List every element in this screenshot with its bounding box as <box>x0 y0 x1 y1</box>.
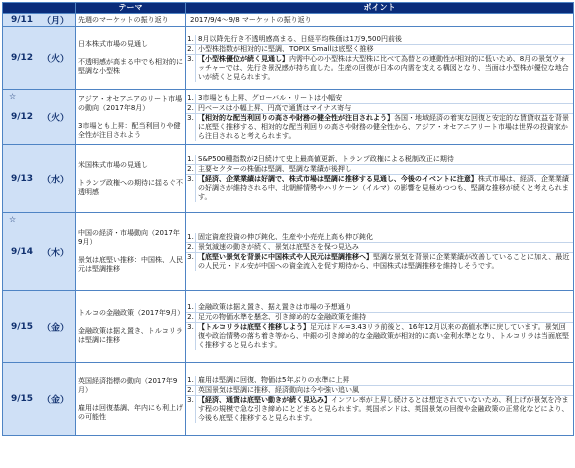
theme-cell <box>76 90 186 145</box>
point-item <box>186 386 573 396</box>
point-number: 3. <box>186 55 196 82</box>
theme-line <box>78 395 183 404</box>
point-item <box>186 165 573 175</box>
featured-star-icon: ☆ <box>9 215 17 224</box>
point-number: 1. <box>186 94 196 103</box>
point-number: 2. <box>186 243 196 252</box>
point-item <box>186 104 573 114</box>
point-number: 3. <box>186 175 196 202</box>
point-item <box>186 323 573 350</box>
report-table-container <box>2 2 573 466</box>
points-cell <box>186 145 574 213</box>
point-number: 3. <box>186 253 196 271</box>
theme-cell <box>76 145 186 213</box>
date-cell <box>3 213 76 291</box>
date-cell <box>3 363 76 436</box>
point-body: 主要セクターの株価は堅調、堅調な業績が後押し <box>198 165 352 173</box>
point-text <box>196 114 573 141</box>
point-text <box>196 323 573 350</box>
point-body: 金融政策は据え置き、据え置きは市場の予想通り <box>198 303 352 311</box>
theme-line: 日本株式市場の見通し <box>78 40 148 48</box>
date-text: 9/14 <box>11 246 34 257</box>
date-text: 9/11 <box>11 15 34 25</box>
date-text: 9/12 <box>11 53 34 63</box>
point-number: 3. <box>186 396 196 423</box>
date-cell <box>3 145 76 213</box>
point-heading: 【底堅い景気を背景に中国株式や人民元は堅調推移へ】 <box>198 252 373 261</box>
point-number: 1. <box>186 155 196 164</box>
point-item <box>186 233 573 243</box>
point-heading: 【経済、企業業績は好調で、株式市場は堅調に推移する見通し、今後のイベントに注意】 <box>198 175 478 183</box>
point-body: 8月以降先行き不透明感高まる、日経平均株価は1万9,500円前後 <box>198 34 402 43</box>
table-row <box>3 213 574 291</box>
points-cell <box>186 14 574 27</box>
points-cell <box>186 213 574 291</box>
table-row <box>3 363 574 436</box>
table-row <box>3 27 574 90</box>
featured-star-icon: ☆ <box>9 92 17 101</box>
point-number: 3. <box>186 114 196 141</box>
theme-line: 英国経済指標の動向（2017年9月） <box>78 376 178 394</box>
points-cell <box>186 363 574 436</box>
date-cell <box>3 90 76 145</box>
point-text <box>196 35 573 44</box>
point-body: 堅調な景気を背景に企業業績が改善していることに加え、最近の人民元・ドル安が中国への資金流入を促す期待から、中国株式は堅調推移を維持しそうです。 <box>198 252 570 270</box>
date-cell <box>3 291 76 363</box>
table-row <box>3 14 574 27</box>
point-body: 英国景気は堅調に推移、経済動向は今や強い追い風 <box>198 385 359 394</box>
point-number: 2. <box>186 313 196 322</box>
point-text <box>196 253 573 271</box>
point-body: 雇用は堅調に回復、物価は5年ぶりの水準に上昇 <box>198 375 350 384</box>
weekday-text: （金） <box>41 323 69 333</box>
theme-line: 3市場とも上昇：配当利回りや健全性が注目されよう <box>78 121 181 139</box>
point-text <box>196 104 573 113</box>
point-heading: 【経済、通貨は底堅い動きが続く見込み】 <box>198 395 331 404</box>
point-number: 2. <box>186 104 196 113</box>
theme-line <box>78 318 183 327</box>
point-number: 2. <box>186 386 196 395</box>
points-cell <box>186 291 574 363</box>
theme-cell <box>76 14 186 27</box>
header-date-cell <box>3 3 76 14</box>
theme-line: 雇用は回復基調、年内にも利上げの可能性 <box>78 403 183 421</box>
theme-line <box>78 170 183 179</box>
point-number: 1. <box>186 303 196 312</box>
point-item <box>186 376 573 386</box>
theme-line: 中国の経済・市場動向（2017年9月） <box>78 229 180 246</box>
point-body: 円ベースは小幅上昇、円高で通貨はマイナス寄与 <box>198 103 352 112</box>
theme-line: 不透明感が高まる中でも相対的に堅調な小型株 <box>78 58 183 75</box>
theme-line <box>78 247 183 256</box>
point-item <box>186 175 573 202</box>
point-body: 足元はドル=3.43リラ前後と、16年12月以来の高値水準に戻しています。景気回復や政治情勢の落ち着き等から、中銀の引き締め的な金融政策が相対的に高い金利水準となり、トルコリラは当面底堅く推移すると見られます。 <box>198 323 569 349</box>
theme-cell <box>76 27 186 90</box>
point-text <box>196 313 573 322</box>
point-heading: 【相対的な配当利回りの高さや財務の健全性が注目されよう】 <box>198 113 394 122</box>
point-item <box>186 243 573 253</box>
weekday-text: （水） <box>41 175 69 185</box>
point-text <box>196 376 573 385</box>
table-row <box>3 90 574 145</box>
point-text <box>196 243 573 252</box>
point-number: 1. <box>186 233 196 242</box>
point-body: 内需中心の小型株は大型株に比べて為替との連動性が相対的に低いため、8月の景気ウォッチャーでは、先行き景況感が持ち直した。生産の回復が日本の内需を支える構図となり、当面は小型株が優位な地合いが続くと見られます。 <box>198 54 569 81</box>
theme-line: アジア・オセアニアのリート市場の動向（2017年8月） <box>78 94 183 112</box>
point-text <box>196 165 573 174</box>
point-number: 1. <box>186 376 196 385</box>
points-summary: 2017/9/4～9/8 マーケットの振り返り <box>190 15 312 24</box>
weekday-text: （木） <box>41 248 69 258</box>
point-item <box>186 155 573 165</box>
point-body: 各国・地域経済の着実な回復と安定的な賃貸収益を背景に底堅く推移する、相対的な配当利回りの高さや財務の健全性から、アジア・オセアニアリート市場は世界の投資家から注目されると考えられます。 <box>198 113 569 140</box>
point-number: 1. <box>186 35 196 44</box>
weekday-text: （火） <box>41 113 69 124</box>
weekday-text: （月） <box>41 16 69 27</box>
point-item <box>186 35 573 45</box>
point-item <box>186 313 573 323</box>
weekday-text: （火） <box>41 54 69 65</box>
point-item <box>186 303 573 313</box>
date-text: 9/12 <box>11 112 34 122</box>
point-text <box>196 55 573 82</box>
point-text <box>196 303 573 312</box>
point-body: 景気減速の動きが続く、景気は底堅さを保つ見込み <box>198 242 359 251</box>
theme-line: 先週のマーケットの振り返り <box>78 15 169 24</box>
table-row <box>3 291 574 363</box>
point-text <box>196 396 573 423</box>
point-body: 3市場とも上昇、グローバル・リートは小幅安 <box>198 93 343 102</box>
header-theme: テーマ <box>76 3 186 14</box>
point-item <box>186 396 573 423</box>
weekly-report-table <box>2 2 574 436</box>
point-body: 足元の物価水準を懸念、引き締め的な金融政策を維持 <box>198 313 366 321</box>
theme-line: トランプ政権への期待に揺るぐ不透明感 <box>78 178 183 196</box>
point-body: 固定資産投資の伸び鈍化、生産や小売売上高も伸び鈍化 <box>198 232 373 241</box>
point-text <box>196 45 573 54</box>
points-cell <box>186 90 574 145</box>
point-text <box>196 155 573 164</box>
point-item <box>186 55 573 82</box>
point-text <box>196 94 573 103</box>
point-heading: 【トルコリラは底堅く推移しよう】 <box>198 323 310 331</box>
date-cell <box>3 27 76 90</box>
date-cell <box>3 14 76 27</box>
theme-line: 米国株式市場の見通し <box>78 160 148 169</box>
point-body: S&P500種指数が2日続けて史上最高値更新、トランプ政権による税制改正に期待 <box>198 155 454 163</box>
point-text <box>196 386 573 395</box>
point-heading: 【小型株優位が続く見通し】 <box>198 54 289 63</box>
theme-line: 景気は底堅い推移：中国株、人民元は堅調推移 <box>78 256 183 273</box>
theme-line <box>78 49 183 58</box>
theme-cell <box>76 213 186 291</box>
point-text <box>196 175 573 202</box>
point-number: 2. <box>186 45 196 54</box>
theme-cell <box>76 291 186 363</box>
table-header-row <box>3 3 574 14</box>
date-text: 9/15 <box>11 394 34 404</box>
point-item <box>186 253 573 271</box>
point-item <box>186 114 573 141</box>
theme-line: 金融政策は据え置き、トルコリラは堅調に推移 <box>78 326 183 344</box>
point-item <box>186 94 573 104</box>
weekday-text: （金） <box>41 395 69 406</box>
theme-cell <box>76 363 186 436</box>
date-text: 9/15 <box>11 321 34 332</box>
points-cell <box>186 27 574 90</box>
point-item <box>186 45 573 55</box>
theme-line <box>78 113 183 122</box>
point-number: 3. <box>186 323 196 350</box>
point-body: インフレ率が上昇し続けるとは想定されていないため、利上げが景気を冷ます程の規模で急な引き締めにとどまると見られます。英国ポンドは、英国景気の回復や金融政策の正常化などにより、今後も底堅く推移すると見られます。 <box>198 395 569 422</box>
point-text <box>196 233 573 242</box>
date-text: 9/13 <box>11 173 34 184</box>
header-points: ポイント <box>186 3 574 14</box>
point-body: 株式市場は、経済、企業業績の好調さが維持される中、北朝鮮情勢やハリケーン（イルマ）の影響を見極めつつも、堅調な推移が続くと考えられます。 <box>198 175 569 201</box>
point-body: 小型株指数が相対的に堅調、TOPIX Smallは底堅く推移 <box>198 44 374 53</box>
table-row <box>3 145 574 213</box>
theme-line: トルコの金融政策（2017年9月） <box>78 308 185 317</box>
point-number: 2. <box>186 165 196 174</box>
